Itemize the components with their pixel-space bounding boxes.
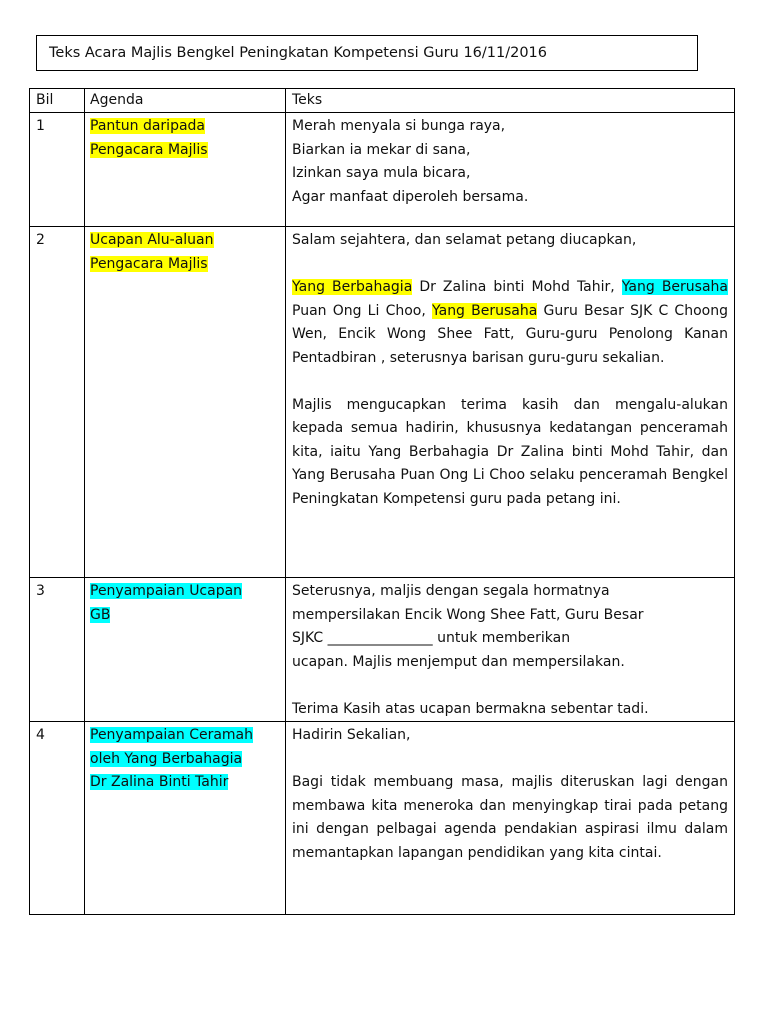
agenda-highlight: Ucapan Alu-aluan [90,232,214,248]
salutation-paragraph: Yang Berbahagia Dr Zalina binti Mohd Tahir, Yang Berusaha Puan Ong Li Choo, Yang Berusaha Guru Besar SJK C Choong Wen, Encik Wong Shee Fatt, Guru-guru Penolong Kanan Pentadbiran , seterusnya barisan guru-guru sekalian. [292,279,728,366]
agenda-highlight: GB [90,606,111,623]
document-title: Teks Acara Majlis Bengkel Peningkatan Kompetensi Guru 16/11/2016 [36,35,698,71]
agenda-highlight: Pengacara Majlis [90,141,208,158]
agenda-table [29,88,735,915]
header-bil: Bil [30,89,85,113]
agenda-highlight: oleh Yang Berbahagia [90,750,243,767]
text-cell [286,578,735,722]
agenda-highlight: Dr Zalina Binti Tahir [90,774,229,790]
header-agenda: Agenda [85,89,286,113]
salutation: Hadirin Sekalian, [292,727,411,743]
agenda-cell [85,227,286,578]
pantun: Merah menyala si bunga raya, Biarkan ia mekar di sana, Izinkan saya mula bicara, Agar manfaat diperoleh bersama. [292,118,529,205]
agenda-cell [85,578,286,722]
table-row [30,722,735,915]
thanks-text: Terima Kasih atas ucapan bermakna sebentar tadi. [292,700,649,717]
agenda-highlight: Penyampaian Ceramah [90,727,254,743]
text-cell [286,722,735,915]
text-cell [286,227,735,578]
agenda-cell [85,113,286,227]
row-number: 1 [30,113,85,227]
welcome-paragraph: Majlis mengucapkan terima kasih dan mengalu-alukan kepada semua hadirin, khususnya kedatangan penceramah kita, iaitu Yang Berbahagia Dr Zalina binti Mohd Tahir, dan Yang Berusaha Puan Ong Li Choo selaku penceramah Bengkel Peningkatan Kompetensi guru pada petang ini. [292,396,728,507]
row-number: 2 [30,227,85,578]
table-row [30,227,735,578]
agenda-highlight: Pantun daripada [90,118,205,134]
row-number: 3 [30,578,85,722]
table-header-row [30,89,735,113]
closing-paragraph: Bagi tidak membuang masa, majlis diteruskan lagi dengan membawa kita meneroka dan menyingkap tirai pada petang ini dengan pelbagai agenda pendakian aspirasi ilmu dalam memantapkan lapangan pendidikan yang kita cintai. [292,774,728,861]
greeting: Salam sejahtera, dan selamat petang diucapkan, [292,232,637,248]
text-cell [286,113,735,227]
row-number: 4 [30,722,85,915]
table-row [30,113,735,227]
invitation-text: Seterusnya, maljis dengan segala hormatnya mempersilakan Encik Wong Shee Fatt, Guru Besar SJKC _______________ untuk memberikan ucapan. Majlis menjemput dan mempersilakan. [292,583,644,670]
table-row [30,578,735,722]
agenda-highlight: Pengacara Majlis [90,255,208,272]
agenda-highlight: Penyampaian Ucapan [90,583,243,599]
header-teks: Teks [286,89,735,113]
agenda-cell [85,722,286,915]
